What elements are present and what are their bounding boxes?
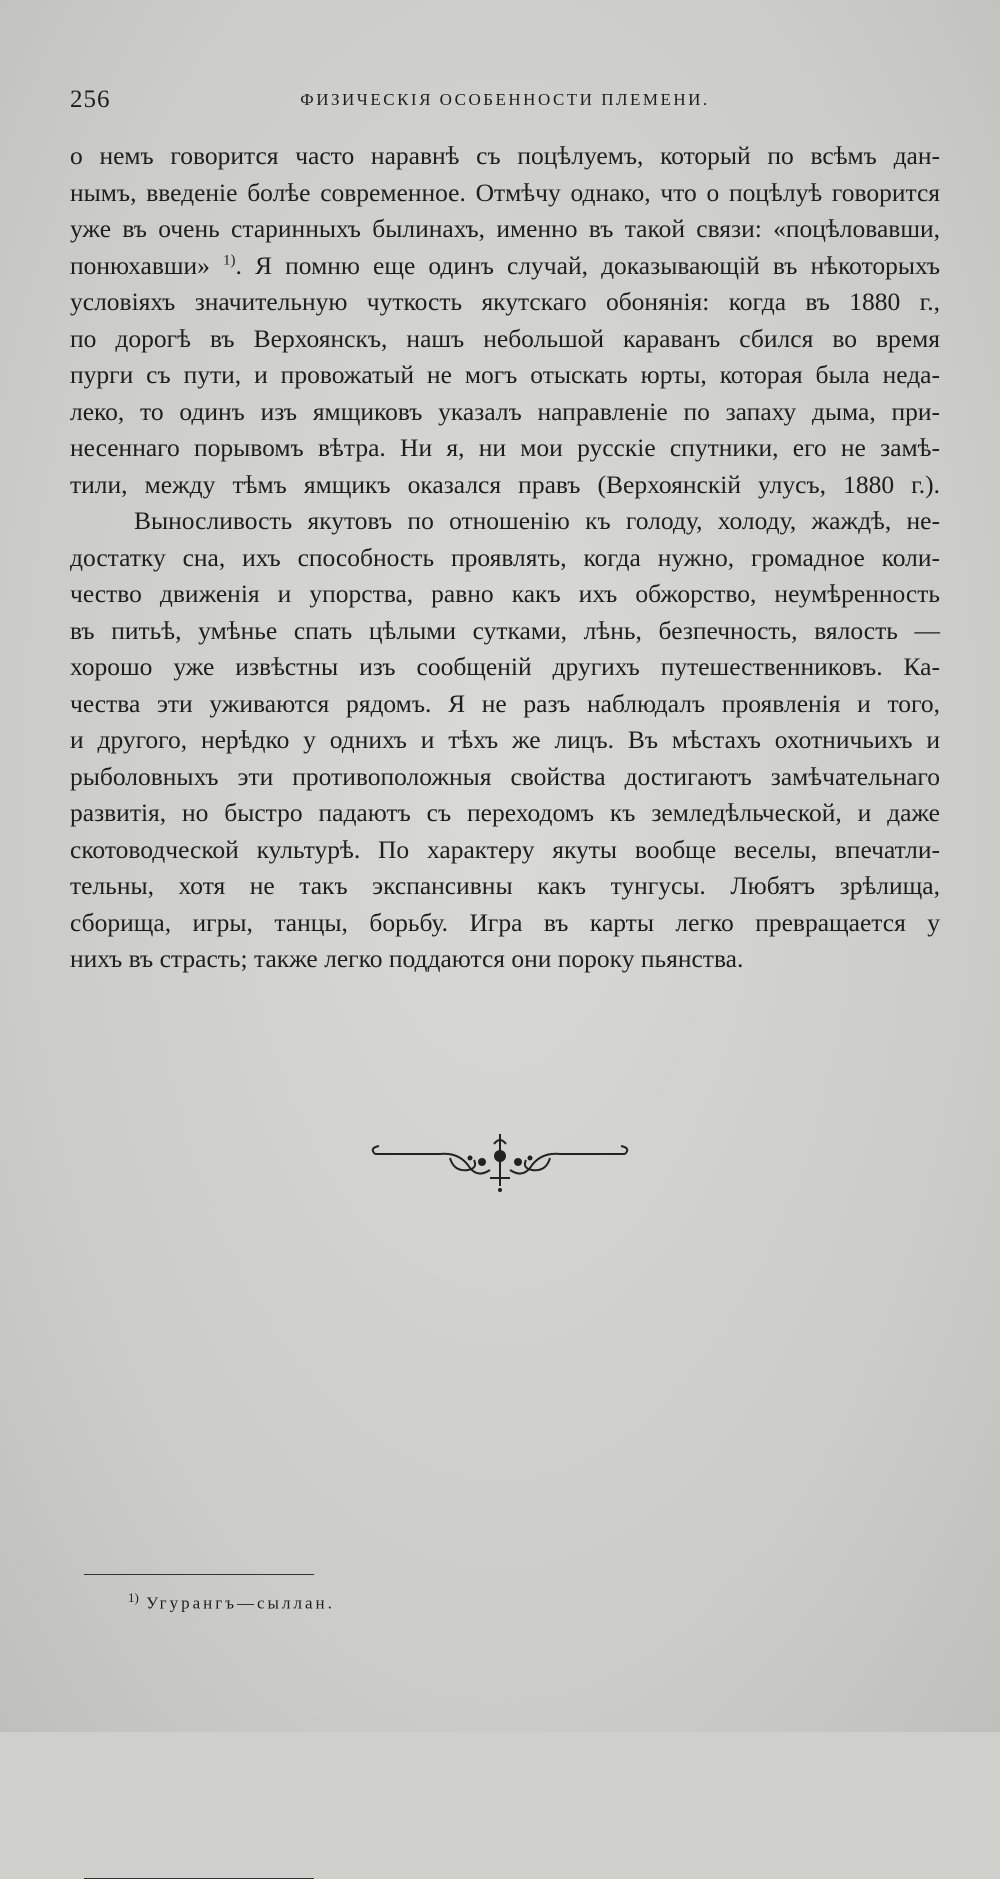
text-line: по дорогѣ въ Верхоянскъ, нашъ небольшой караванъ сбился во время xyxy=(70,323,940,353)
text-line: условіяхъ значительную чуткость якутскаго обонянія: когда въ 1880 г., xyxy=(70,287,940,316)
footnote-text: Угурангъ—сыллан. xyxy=(146,1593,335,1613)
page-number: 256 xyxy=(70,86,111,113)
text-line: пурги съ пути, и провожатый не могъ отыскать юрты, которая была неда- xyxy=(70,360,940,389)
text-line: достатку сна, ихъ способность проявлять, когда нужно, громадное коли- xyxy=(70,542,940,572)
text-line: чество движенія и упорства, равно какъ ихъ обжорство, неумѣренность xyxy=(70,579,940,608)
text-line: нымъ, введеніе болѣе современное. Отмѣчу однако, что о поцѣлуѣ говорится xyxy=(70,177,940,207)
text-line: тельны, хотя не такъ экспансивны какъ тунгусы. Любятъ зрѣлища, xyxy=(70,871,940,900)
decorative-tailpiece-icon xyxy=(370,1128,630,1198)
paragraph-2 xyxy=(70,503,940,978)
text-line: чества эти уживаются рядомъ. Я не разъ наблюдалъ проявленія и того, xyxy=(70,688,940,718)
text-line: сборища, игры, танцы, борьбу. Игра въ карты легко превращается у xyxy=(70,907,940,937)
footnote-ref[interactable]: 1) xyxy=(223,252,236,268)
text-line: и другого, нерѣдко у однихъ и тѣхъ же лицъ. Въ мѣстахъ охотничьихъ и xyxy=(70,725,940,754)
text-line: рыболовныхъ эти противоположныя свойства достигаютъ замѣчательнаго xyxy=(70,761,940,791)
text-line-with-footnote: понюхавши» $^{1)}$. Я помню еще одинъ случай, доказывающій въ нѣкоторыхъ xyxy=(70,250,941,280)
text-line: о немъ говорится часто наравнѣ съ поцѣлуемъ, который по всѣмъ дан- xyxy=(70,141,940,170)
paragraph-1 xyxy=(70,138,940,503)
text-line: хорошо уже извѣстны изъ сообщеній другихъ путешественниковъ. Ка- xyxy=(70,652,940,681)
text-line: несеннаго порывомъ вѣтра. Ни я, ни мои русскіе спутники, его не замѣ- xyxy=(70,433,940,462)
body-text xyxy=(70,138,940,978)
text-line: Выносливость якутовъ по отношенію къ голоду, холоду, жаждѣ, не- xyxy=(134,506,940,535)
running-title: ФИЗИЧЕСКІЯ ОСОБЕННОСТИ ПЛЕМЕНИ. xyxy=(300,90,710,109)
text-line: уже въ очень старинныхъ былинахъ, именно въ такой связи: «поцѣловавши, xyxy=(70,214,940,243)
text-line: нихъ въ страсть; также легко поддаются они пороку пьянства. xyxy=(70,944,744,973)
footnote xyxy=(128,1590,335,1614)
footnote-rule-visible xyxy=(84,1574,314,1575)
text-line: леко, то одинъ изъ ямщиковъ указалъ направленіе по запаху дыма, при- xyxy=(70,396,940,426)
page-header xyxy=(70,86,940,116)
text-fragment: понюхавши» xyxy=(70,250,210,280)
text-line: развитія, но быстро падаютъ съ переходомъ къ земледѣльческой, и даже xyxy=(70,798,940,827)
text-fragment: Я помню еще одинъ случай, доказывающій въ нѣкоторыхъ xyxy=(255,250,941,280)
text-line: тили, между тѣмъ ямщикъ оказался правъ (Верхоянскій улусъ, 1880 г.). xyxy=(70,469,940,499)
text-line: въ питьѣ, умѣнье спать цѣлыми сутками, лѣнь, безпечность, вялость — xyxy=(70,615,940,645)
text-line: скотоводческой культурѣ. По характеру якуты вообще веселы, впечатли- xyxy=(70,834,940,864)
footnote-number: 1) xyxy=(128,1590,139,1605)
